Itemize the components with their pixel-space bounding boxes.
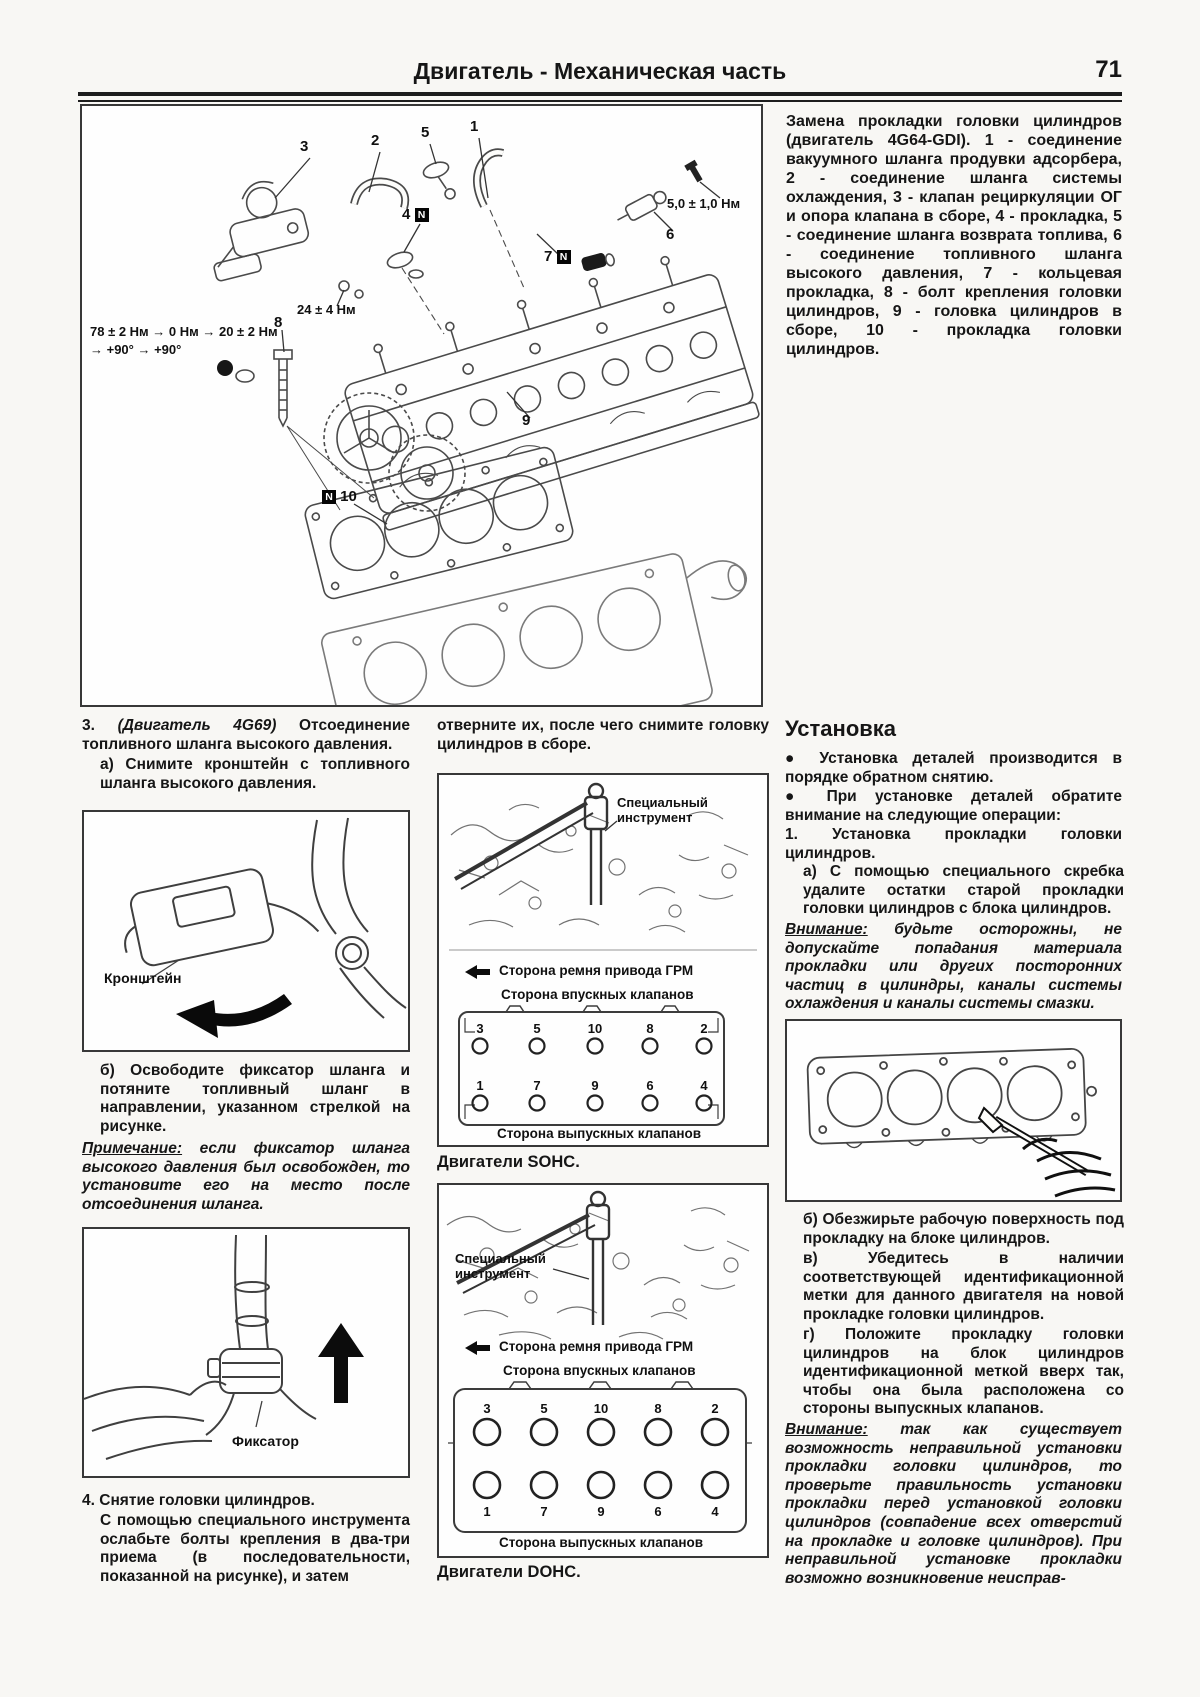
continuation-paragraph: отверните их, после чего снимите головку цилиндров в сборе. [437,717,769,753]
svg-text:10: 10 [593,1401,609,1416]
sohc-bolt-numbers [476,1021,708,1093]
gasket-figure [785,1019,1122,1202]
svg-text:4: 4 [711,1504,719,1519]
step4-paragraph: С помощью специального инструмента ослабьте болты крепления в два-три приема (в последовательности, показанной на рисунке), и затем [100,1512,410,1585]
svg-text:8: 8 [654,1401,662,1416]
warning-text: так как существует возможность неправильной установки прокладки головки цилиндров, то проверьте правильность установки прокладки перед установкой головки цилиндров (совпадение всех отверстий на прокладке и головке цилиндров). При неправильной установке прокладки возможно возникновение неисправ- [785,1421,1123,1587]
sohc-intake-side-label: Сторона впускных клапанов [501,987,694,1002]
install-step1a: а) С помощью специального скребка удалите остатки старой прокладки головки цилиндров с блока цилиндров. [803,863,1124,918]
bracket-label: Кронштейн [104,970,182,986]
warning-label: Внимание: [785,1421,868,1438]
sohc-belt-side-label: Сторона ремня привода ГРМ [499,963,694,978]
install-step1: 1. Установка прокладки головки цилиндров. [785,826,1122,862]
sohc-exhaust-side-label: Сторона выпускных клапанов [497,1126,702,1141]
sohc-caption: Двигатели SOHC. [437,1153,580,1171]
gasket-drawing [787,1021,1120,1200]
svg-text:5: 5 [533,1021,541,1036]
page-number: 71 [1095,56,1122,83]
install-bullet-2: ● При установке деталей обратите внимание на следующие операции: [785,788,1122,824]
fixator-figure [82,1227,410,1478]
callout-8: 8 [274,314,283,331]
left-arrow-icon [465,1341,492,1355]
step4-title: 4. Снятие головки цилиндров. [82,1492,315,1509]
callout-7: 7 N [544,248,571,265]
warning-text: будьте осторожны, не допускайте попадания материала прокладки или других посторонних частиц в цилиндры, каналы системы охлаждения и каналы системы смазки. [785,921,1122,1013]
dohc-tool-label: Специальный инструмент [455,1251,546,1281]
callout-9: 9 [522,412,531,429]
callout-2: 2 [371,132,380,149]
warning-1 [785,921,1122,1014]
step3-engine-type: (Двигатель 4G69) [117,717,277,734]
svg-text:3: 3 [483,1401,491,1416]
svg-text:3: 3 [476,1021,484,1036]
svg-text:2: 2 [700,1021,708,1036]
callout-6: 6 [666,226,675,243]
svg-text:10: 10 [587,1021,603,1036]
bracket-figure [82,810,410,1052]
svg-text:7: 7 [533,1078,541,1093]
callout-10: N 10 [322,488,357,505]
note-box-icon: N [322,490,336,504]
note-label: Примечание: [82,1140,183,1157]
callout-4: 4 N [402,206,429,223]
svg-text:8: 8 [646,1021,654,1036]
install-step1g: г) Положите прокладку головки цилиндров на блок цилиндров идентификационной меткой вверх так, чтобы она была расположена со стороны выпускных клапанов. [803,1326,1124,1418]
torque-sequence-line2: → +90° → +90° [90,342,182,357]
torque-egr: 24 ± 4 Нм [297,302,356,317]
svg-text:2: 2 [711,1401,719,1416]
fixator-label: Фиксатор [232,1433,299,1449]
step3-number: 3. [82,717,95,734]
header-rule [78,92,1122,102]
bullet-icon: ● [785,750,805,767]
install-step1v: в) Убедитесь в наличии соответствующей идентификационной метки для данного двигателя на новой прокладке головки цилиндров. [803,1250,1124,1323]
svg-text:5: 5 [540,1401,548,1416]
dohc-figure [437,1183,769,1558]
callout-5: 5 [421,124,430,141]
main-figure-caption: Замена прокладки головки цилиндров (двигатель 4G64-GDI). 1 - соединение вакуумного шланга продувки адсорбера, 2 - соединение шланга системы охлаждения, 3 - клапан рециркуляции ОГ и опора клапана в сборе, 4 - прокладка, 5 - соединение шланга возврата топлива, 6 - соединение топливного шланга высокого давления, 7 - кольцевая прокладка, 8 - болт крепления головки цилиндров, 9 - головка цилиндров в сборе, 10 - прокладка головки цилиндров. [786,113,1122,358]
note-paragraph [82,1140,410,1214]
callout-1: 1 [470,118,479,135]
sohc-drawing [439,775,767,1145]
bullet-icon: ● [785,788,809,805]
main-exploded-figure [80,104,763,707]
dohc-caption: Двигатели DOHC. [437,1563,581,1581]
dohc-belt-side-label: Сторона ремня привода ГРМ [499,1339,694,1354]
install-step1b: б) Обезжирьте рабочую поверхность под прокладку на блоке цилиндров. [803,1211,1124,1247]
step3b-paragraph: б) Освободите фиксатор шланга и потяните топливный шланг в направлении, указанном стрелкой на рисунке. [100,1062,410,1135]
dohc-intake-side-label: Сторона впускных клапанов [503,1363,696,1378]
svg-text:9: 9 [591,1078,599,1093]
step3a-paragraph: а) Снимите кронштейн с топливного шланга высокого давления. [100,756,410,792]
svg-text:4: 4 [700,1078,708,1093]
svg-text:6: 6 [646,1078,654,1093]
callout-3: 3 [300,138,309,155]
step3-paragraph [82,717,410,754]
torque-sensor: 5,0 ± 1,0 Нм [667,196,741,211]
svg-text:1: 1 [483,1504,491,1519]
sohc-figure [437,773,769,1147]
note-box-icon: N [557,250,571,264]
sohc-tool-label: Специальный инструмент [617,795,708,825]
engine-exploded-drawing [82,106,761,705]
installation-heading: Установка [785,716,897,741]
svg-text:6: 6 [654,1504,662,1519]
note-box-icon: N [415,208,429,222]
svg-text:1: 1 [476,1078,484,1093]
svg-text:9: 9 [597,1504,605,1519]
bracket-drawing [84,812,408,1050]
dohc-exhaust-side-label: Сторона выпускных клапанов [499,1535,704,1550]
step4-number: 4. [82,1492,95,1509]
warning-2 [785,1421,1122,1588]
svg-text:7: 7 [540,1504,548,1519]
install-bullet-1: ● Установка деталей производится в порядке обратном снятию. [785,750,1122,786]
left-arrow-icon [465,965,492,979]
step3-text: Отсоединение топливного шланга высокого давления. [82,717,411,753]
note-text: если фиксатор шланга высокого давления был освобожден, то установите его на место после отсоединения шланга. [82,1140,410,1213]
warning-label: Внимание: [785,921,868,938]
torque-sequence-line1: 78 ± 2 Нм → 0 Нм → 20 ± 2 Нм [90,324,278,339]
page-title: Двигатель - Механическая часть [413,58,787,84]
